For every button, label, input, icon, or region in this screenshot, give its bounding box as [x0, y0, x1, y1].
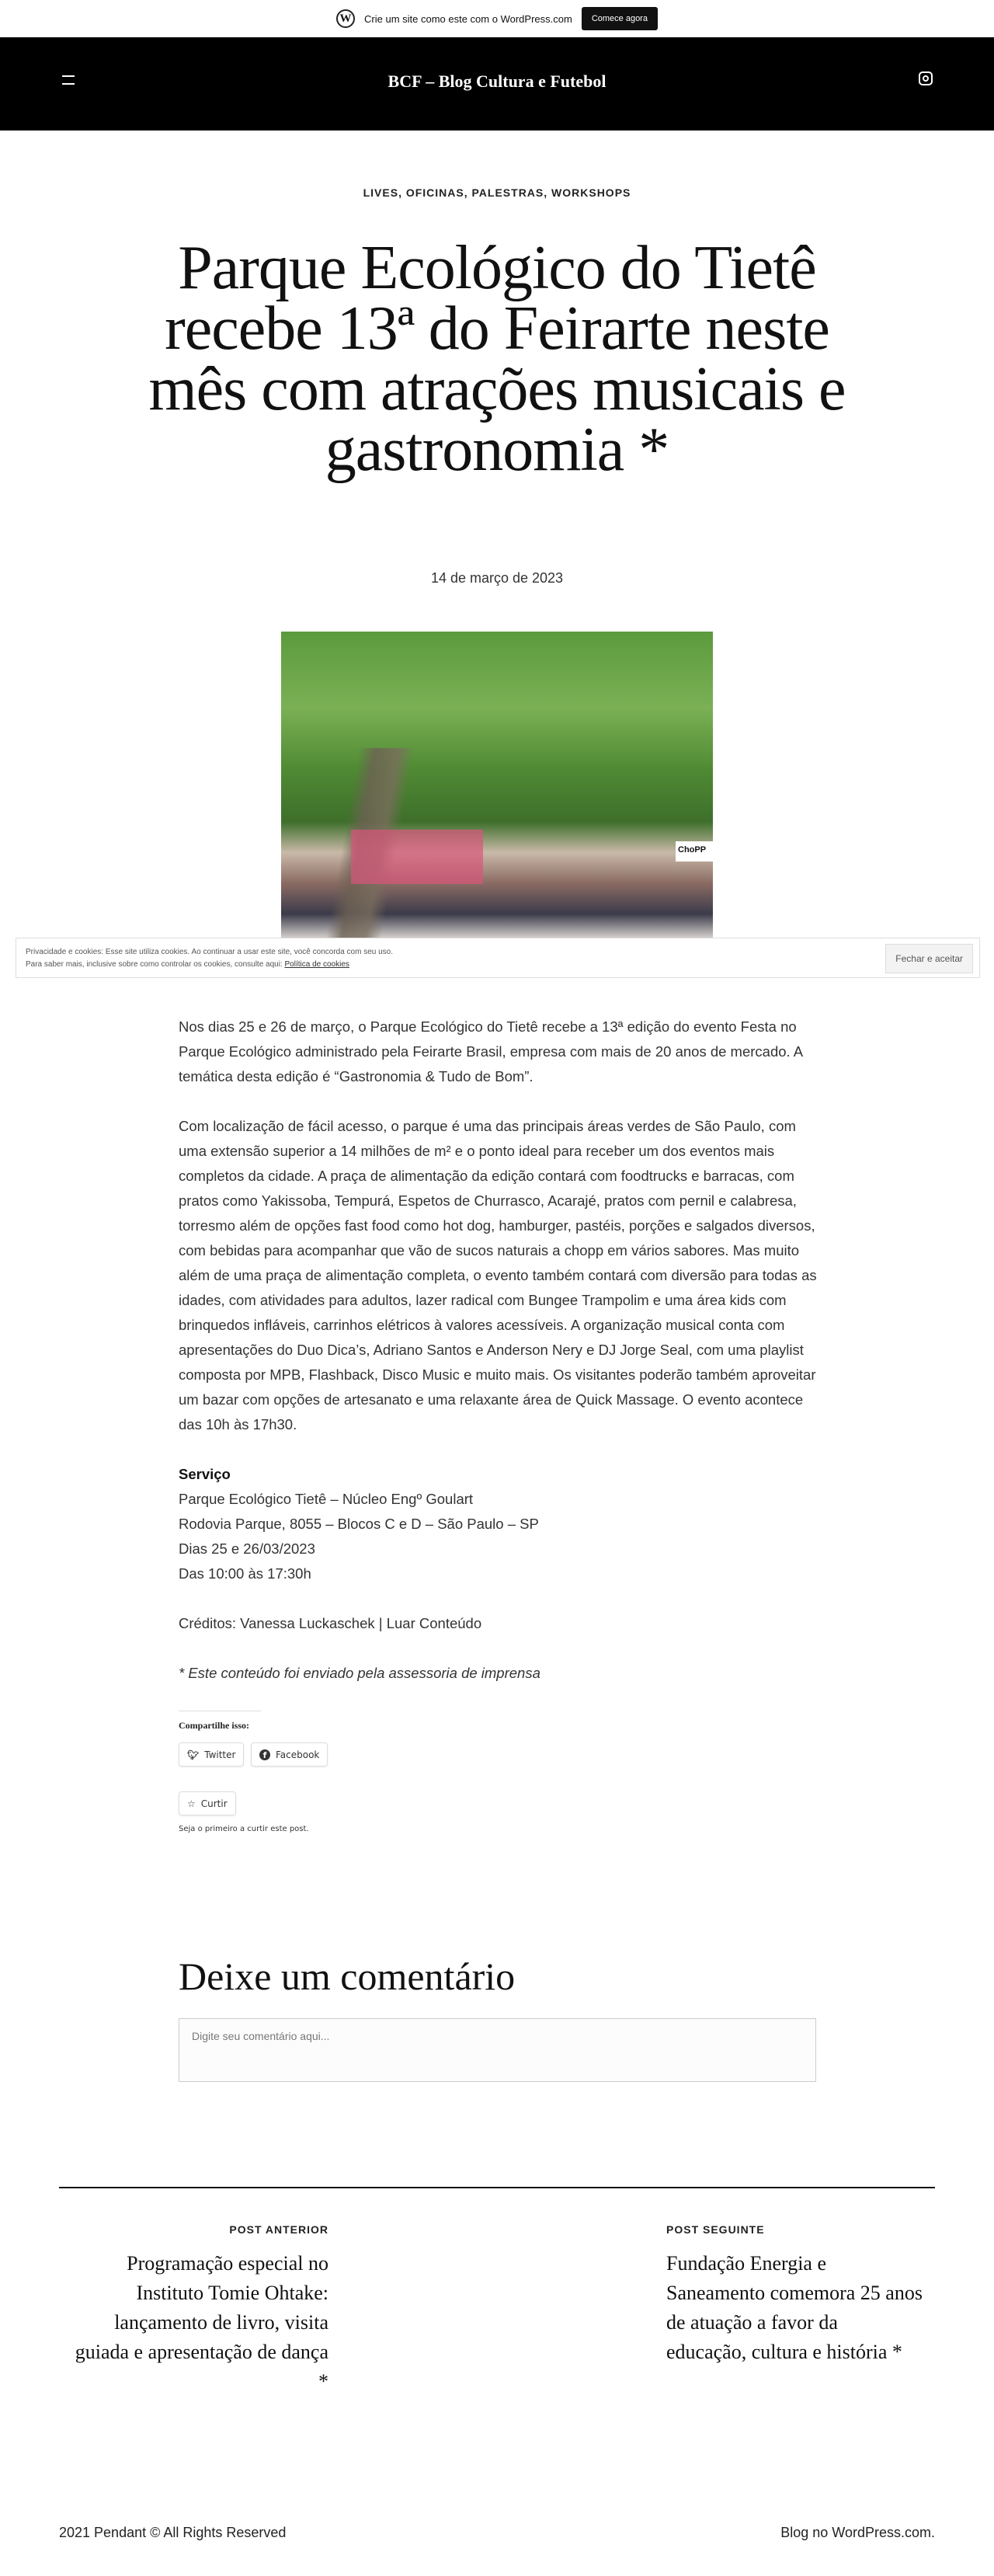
service-line: Rodovia Parque, 8055 – Blocos C e D – São Paulo – SP	[179, 1516, 539, 1532]
footer-wordpress-link[interactable]: Blog no WordPress.com.	[780, 2525, 935, 2540]
start-now-button[interactable]: Comece agora	[582, 7, 658, 30]
facebook-icon: f	[259, 1749, 270, 1760]
service-heading: Serviço	[179, 1466, 231, 1482]
featured-image	[281, 632, 713, 938]
cookie-text: Para saber mais, inclusive sobre como controlar os cookies, consulte aqui:	[26, 960, 283, 969]
service-line: Parque Ecológico Tietê – Núcleo Engº Goulart	[179, 1491, 474, 1507]
service-block	[179, 1462, 819, 1586]
cookie-policy-link[interactable]: Política de cookies	[284, 960, 349, 969]
wordpress-banner-text: Crie um site como este com o WordPress.com	[364, 12, 572, 25]
like-button[interactable]	[179, 1791, 236, 1815]
site-title[interactable]: BCF – Blog Cultura e Futebol	[388, 71, 606, 91]
post-content	[179, 1015, 819, 1711]
press-note: * Este conteúdo foi enviado pela assessoria de imprensa	[179, 1665, 540, 1681]
twitter-label: Twitter	[204, 1749, 236, 1760]
chopp-sign: ChoPP	[676, 841, 713, 862]
paragraph: Nos dias 25 e 26 de março, o Parque Ecológico do Tietê recebe a 13ª edição do evento Festa no Parque Ecológico administrado pela Feirarte Brasil, empresa com mais de 20 anos de mercado. A temática desta edição é “Gastronomia & Tudo de Bom”.	[179, 1018, 803, 1084]
service-line: Das 10:00 às 17:30h	[179, 1565, 311, 1582]
wordpress-logo-icon: W	[336, 9, 355, 28]
food-truck	[351, 830, 483, 884]
credits: Créditos: Vanessa Luckaschek | Luar Conteúdo	[179, 1615, 482, 1631]
star-icon: ☆	[187, 1798, 196, 1809]
paragraph: Com localização de fácil acesso, o parque é uma das principais áreas verdes de São Paulo, com uma extensão superior a 14 milhões de m² e o ponto ideal para receber um dos eventos mais completos da cidade. A praça de alimentação da edição contará com foodtrucks e barracas, com pratos como Yakissoba, Tempurá, Espetos de Churrasco, Acarajé, pratos com pernil e calabresa, torresmo além de opções fast food como hot dog, hamburger, pastéis, porções e salgados diversos, com bebidas para acompanhar que vão de sucos naturais a chopp em vários sabores. Mas muito além de uma praça de alimentação completa, o evento também contará com diversão para todas as idades, com atividades para adultos, lazer radical com Bungee Trampolim e uma área kids com brinquedos infláveis, carrinhos elétricos à valores acessíveis. A organização musical conta com apresentações do Duo Dica’s, Adriano Santos e Anderson Nery e DJ Jorge Seal, com uma playlist composta por MPB, Flashback, Disco Music e muito mais. Os visitantes poderão também aproveitar um bazar com opções de artesanato e uma relaxante área de Quick Massage. O evento acontece das 10h às 17h30.	[179, 1118, 817, 1432]
comment-input[interactable]	[179, 2018, 816, 2082]
post-nav-divider	[59, 2187, 935, 2188]
share-facebook-button[interactable]	[251, 1742, 328, 1767]
cookie-banner	[16, 938, 980, 978]
share-twitter-button[interactable]	[179, 1742, 244, 1767]
wordpress-banner	[0, 0, 994, 37]
post-date[interactable]: 14 de março de 2023	[430, 570, 564, 586]
facebook-label: Facebook	[276, 1749, 320, 1760]
post-category[interactable]: LIVES, OFICINAS, PALESTRAS, WORKSHOPS	[363, 186, 631, 199]
instagram-icon[interactable]	[919, 71, 933, 85]
site-header	[0, 37, 994, 131]
twitter-icon: 🐦︎	[187, 1749, 200, 1760]
post-title: Parque Ecológico do Tietê recebe 13ª do Feirarte neste mês com atrações musicais e gastronomia *	[148, 234, 846, 484]
service-line: Dias 25 e 26/03/2023	[179, 1540, 315, 1557]
prev-post-label: POST ANTERIOR	[229, 2223, 328, 2236]
cookie-text: Privacidade e cookies: Esse site utiliza cookies. Ao continuar a usar este site, você concorda com seu uso.	[26, 948, 394, 956]
like-note: Seja o primeiro a curtir este post.	[179, 1825, 309, 1833]
next-post-label: POST SEGUINTE	[666, 2223, 765, 2236]
next-post-link[interactable]: Fundação Energia e Saneamento comemora 25 anos de atuação a favor da educação, cultura e história *	[666, 2252, 923, 2363]
comment-heading: Deixe um comentário	[179, 1955, 516, 1998]
prev-post-link[interactable]: Programação especial no Instituto Tomie Ohtake: lançamento de livro, visita guiada e apresentação de dança *	[75, 2252, 328, 2393]
share-title: Compartilhe isso:	[179, 1720, 249, 1731]
accept-cookies-button[interactable]: Fechar e aceitar	[885, 944, 973, 973]
like-label: Curtir	[200, 1798, 228, 1809]
footer-copyright: 2021 Pendant © All Rights Reserved	[59, 2525, 287, 2540]
